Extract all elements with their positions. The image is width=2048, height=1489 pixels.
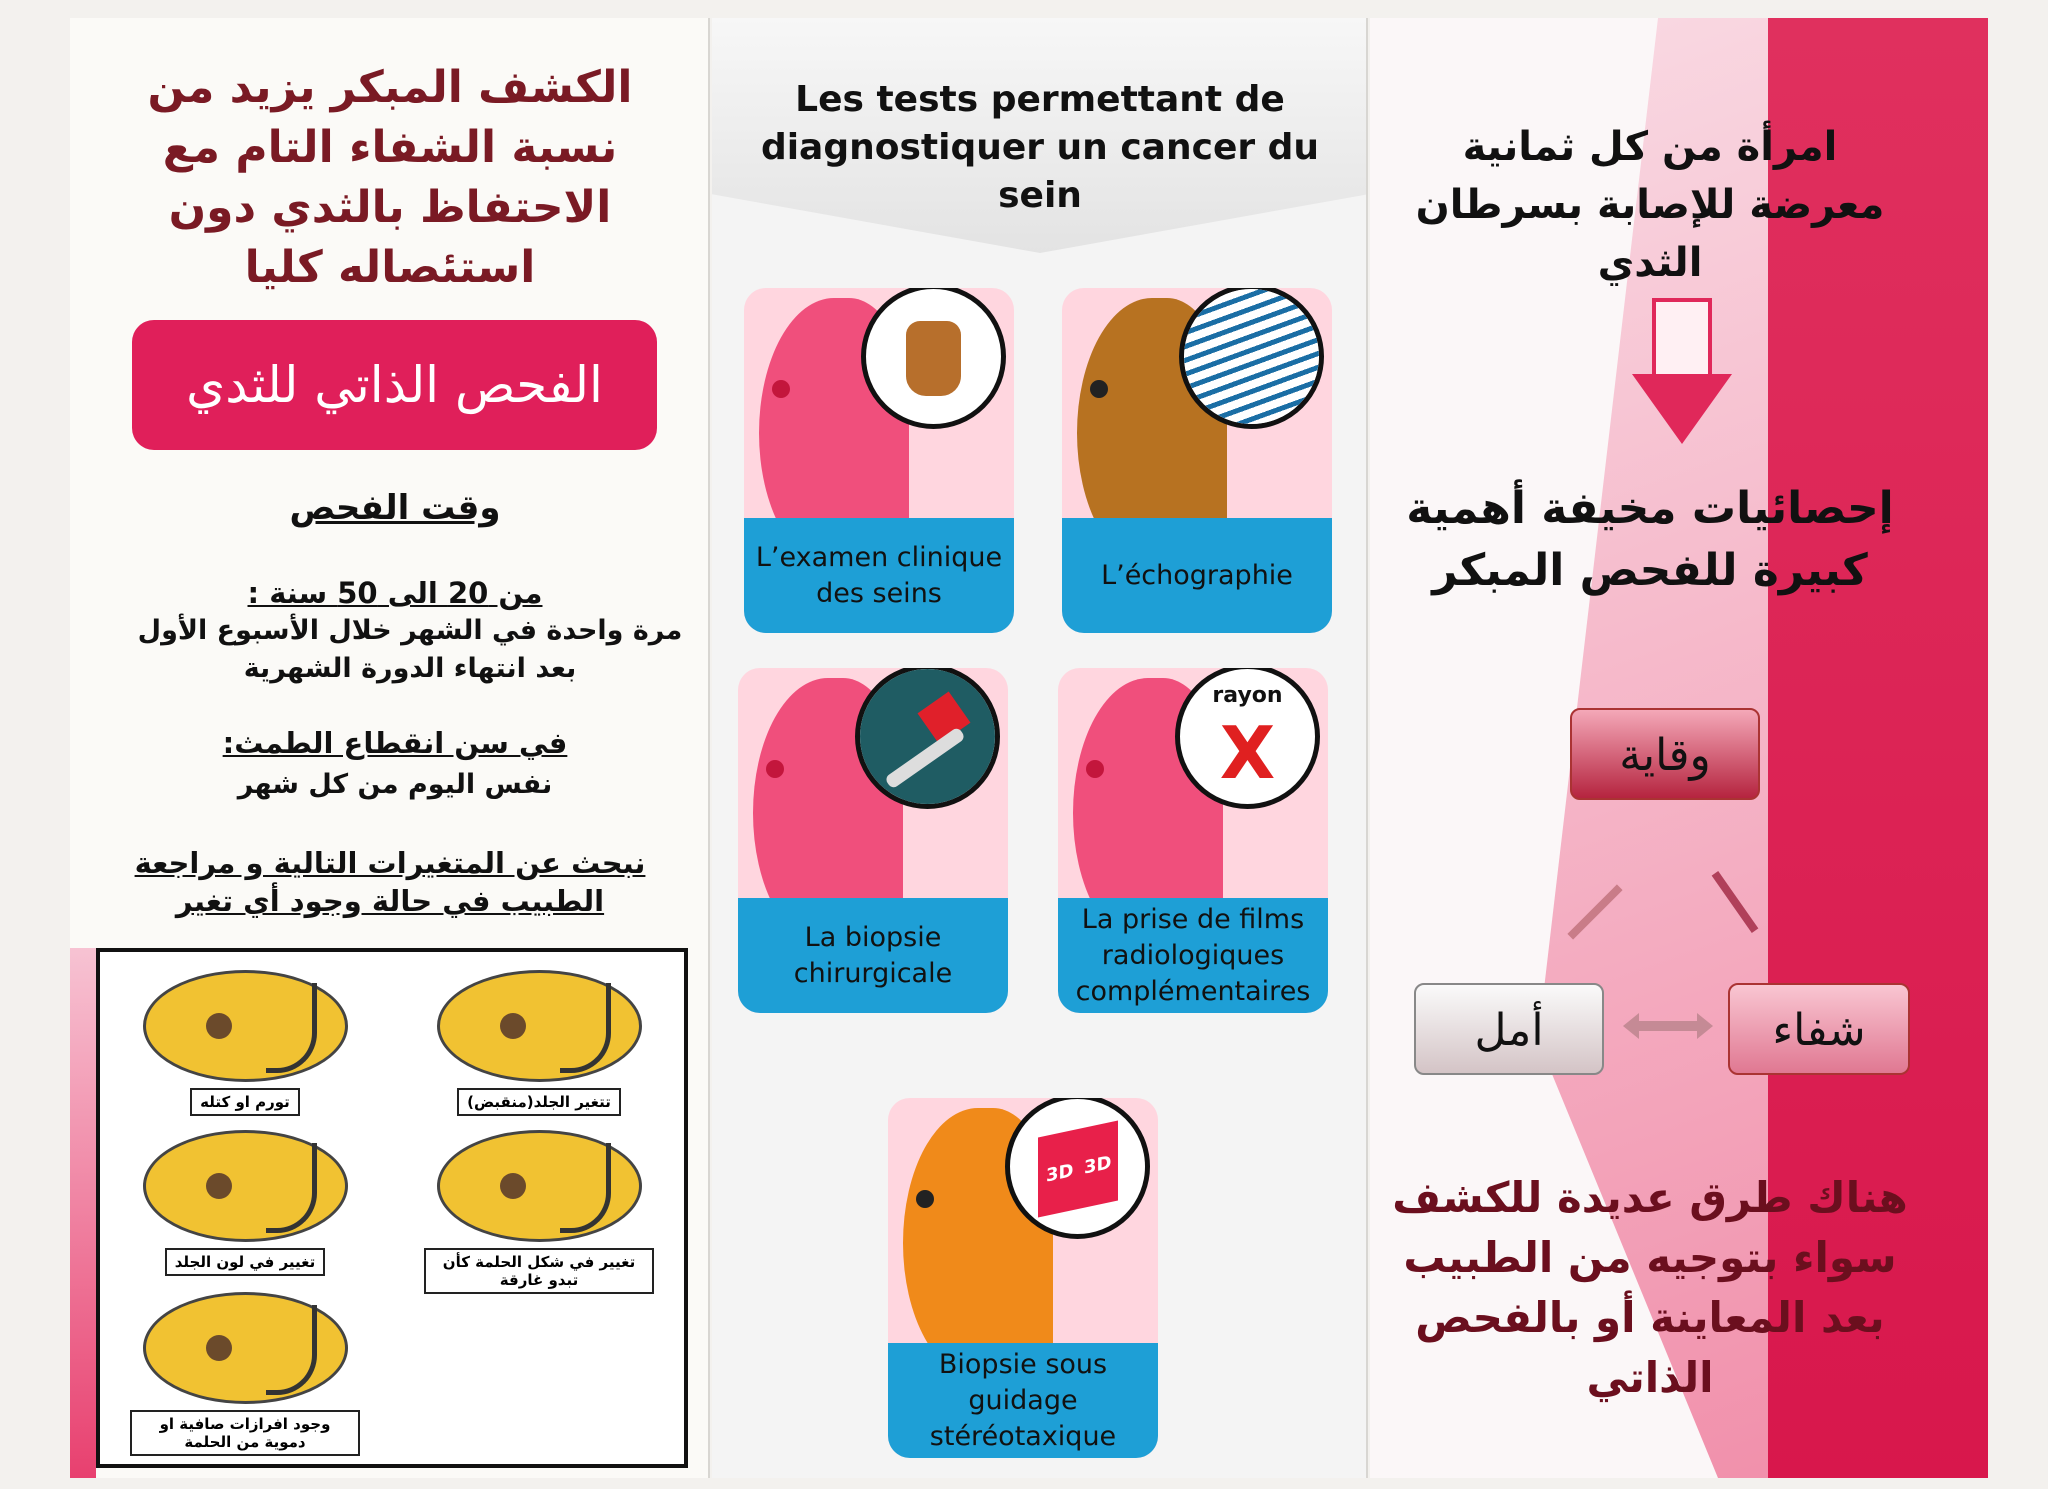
right-panel [1370,18,1988,1478]
test-label: La biopsie chirurgicale [738,898,1008,1013]
test-card-echography [1062,288,1332,633]
age-range-body: مرة واحدة في الشهر خلال الأسبوع الأول بعد انتهاء الدورة الشهرية [137,615,683,684]
breast-diagram-icon [143,970,348,1082]
ultrasound-icon [1179,288,1324,429]
scalpel-icon [855,668,1000,809]
sign-cell [130,970,360,1116]
breast-diagram-icon [143,1130,348,1242]
test-card-xray [1058,668,1328,1013]
test-card-biopsy [738,668,1008,1013]
xray-icon [1175,668,1320,809]
pink-edge-decoration [70,948,96,1478]
breast-diagram-icon [437,970,642,1082]
double-arrow-icon [1623,1013,1713,1039]
tests-title: Les tests permettant de diagnostiquer un cancer du sein [760,79,1320,216]
signs-box [96,948,688,1468]
test-label: Biopsie sous guidage stéréotaxique [888,1343,1158,1458]
sign-caption: تغيير في شكل الحلمة كأن تبدو غارقة [424,1248,654,1294]
test-card-clinical [744,288,1014,633]
xray-letter: X [1219,711,1276,795]
xray-badge-label: rayon [1212,683,1283,708]
menopause-title: في سن انقطاع الطمث: [222,726,568,760]
3d-cube-icon [1005,1098,1150,1239]
down-arrow-tip [1632,374,1732,444]
prevention-box: وقاية [1570,708,1760,800]
sign-caption: تورم او كتله [190,1088,300,1116]
middle-panel [712,18,1368,1478]
exam-time-title: وقت الفحص [289,488,501,528]
left-panel [70,18,710,1478]
detection-methods-text: هناك طرق عديدة للكشف سواء بتوجيه من الطبيب بعد المعاينة أو بالفحص الذاتي [1392,1173,1908,1402]
sign-cell [424,970,654,1116]
sign-cell [130,1292,360,1456]
test-label: L’examen clinique des seins [744,518,1014,633]
sign-cell [130,1130,360,1276]
statistic-text: امرأة من كل ثمانية معرضة للإصابة بسرطان الثدي [1415,124,1885,286]
age-range-title: من 20 الى 50 سنة : [247,576,543,610]
sign-caption: وجود افرازات صافية او دموية من الحلمة [130,1410,360,1456]
cure-box: شفاء [1728,983,1910,1075]
sign-caption: تغيير في لون الجلد [165,1248,326,1276]
hand-icon [861,288,1006,429]
left-headline: الكشف المبكر يزيد من نسبة الشفاء التام مع الاحتفاظ بالثدي دون استئصاله كليا [147,62,633,293]
cube-label-right: 3D [1084,1151,1112,1179]
down-arrow-icon [1652,298,1712,378]
changes-title: نبحث عن المتغيرات التالية و مراجعة الطبيب في حالة وجود أي تغير [134,846,646,918]
test-card-stereotactic [888,1098,1158,1458]
test-label: L’échographie [1062,518,1332,633]
self-exam-banner: الفحص الذاتي للثدي [132,320,657,450]
sign-cell [424,1130,654,1294]
sign-caption: تتغير الجلد(منقبض) [457,1088,621,1116]
cube-label-left: 3D [1046,1159,1074,1187]
test-label: La prise de films radiologiques complémentaires [1058,898,1328,1013]
hope-box: أمل [1414,983,1604,1075]
menopause-body: نفس اليوم من كل شهر [237,769,553,800]
importance-text: إحصائيات مخيفة أهمية كبيرة للفحص المبكر [1406,483,1894,596]
breast-diagram-icon [143,1292,348,1404]
breast-diagram-icon [437,1130,642,1242]
